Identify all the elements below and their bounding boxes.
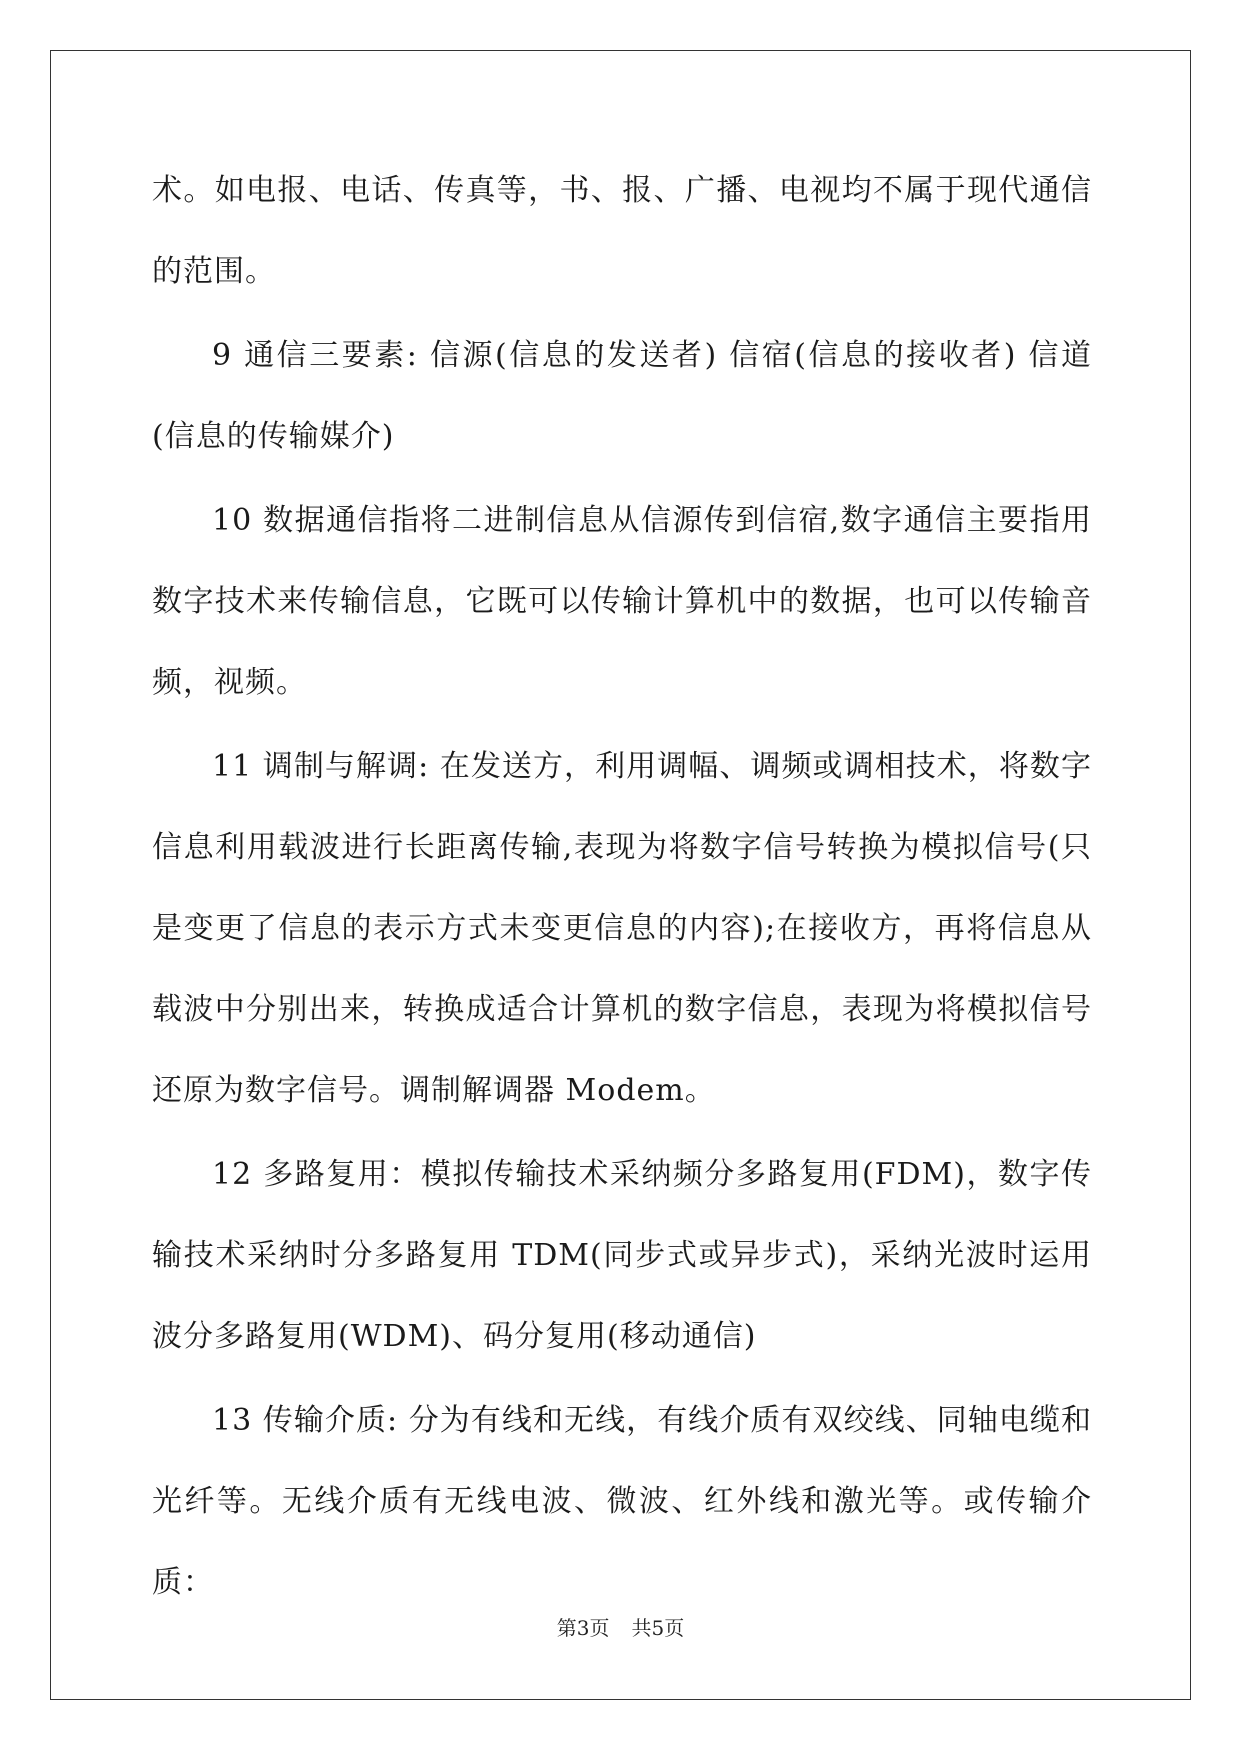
page-number: 第3页 [556,1616,610,1640]
paragraph-10-data-communication: 10 数据通信指将二进制信息从信源传到信宿,数字通信主要指用数字技术来传输信息，它既可以传输计算机中的数据，也可以传输音频，视频。 [152,503,1092,700]
paragraph-13-transmission-media: 13 传输介质: 分为有线和无线，有线介质有双绞线、同轴电缆和光纤等。无线介质有无线电波、微波、红外线和激光等。或传输介质： [152,1403,1092,1600]
page-footer [0,1612,1241,1641]
paragraph-continuation: 术。如电报、电话、传真等，书、报、广播、电视均不属于现代通信的范围。 [152,173,1092,289]
paragraph-9-communication-elements: 9 通信三要素: 信源(信息的发送者) 信宿(信息的接收者) 信道(信息的传输媒介) [152,338,1092,454]
paragraph-11-modulation: 11 调制与解调: 在发送方，利用调幅、调频或调相技术，将数字信息利用载波进行长距离传输,表现为将数字信号转换为模拟信号(只是变更了信息的表示方式未变更信息的内容);在接收方，再将信息从载波中分别出来，转换成适合计算机的数字信息，表现为将模拟信号还原为数字信号。调制解调器 Modem。 [152,749,1092,1108]
document-body [152,150,1092,1626]
page-total: 共5页 [631,1616,685,1640]
paragraph-12-multiplexing: 12 多路复用：模拟传输技术采纳频分多路复用(FDM)，数字传输技术采纳时分多路复用 TDM(同步式或异步式)，采纳光波时运用波分多路复用(WDM)、码分复用(移动通信) [152,1157,1092,1354]
